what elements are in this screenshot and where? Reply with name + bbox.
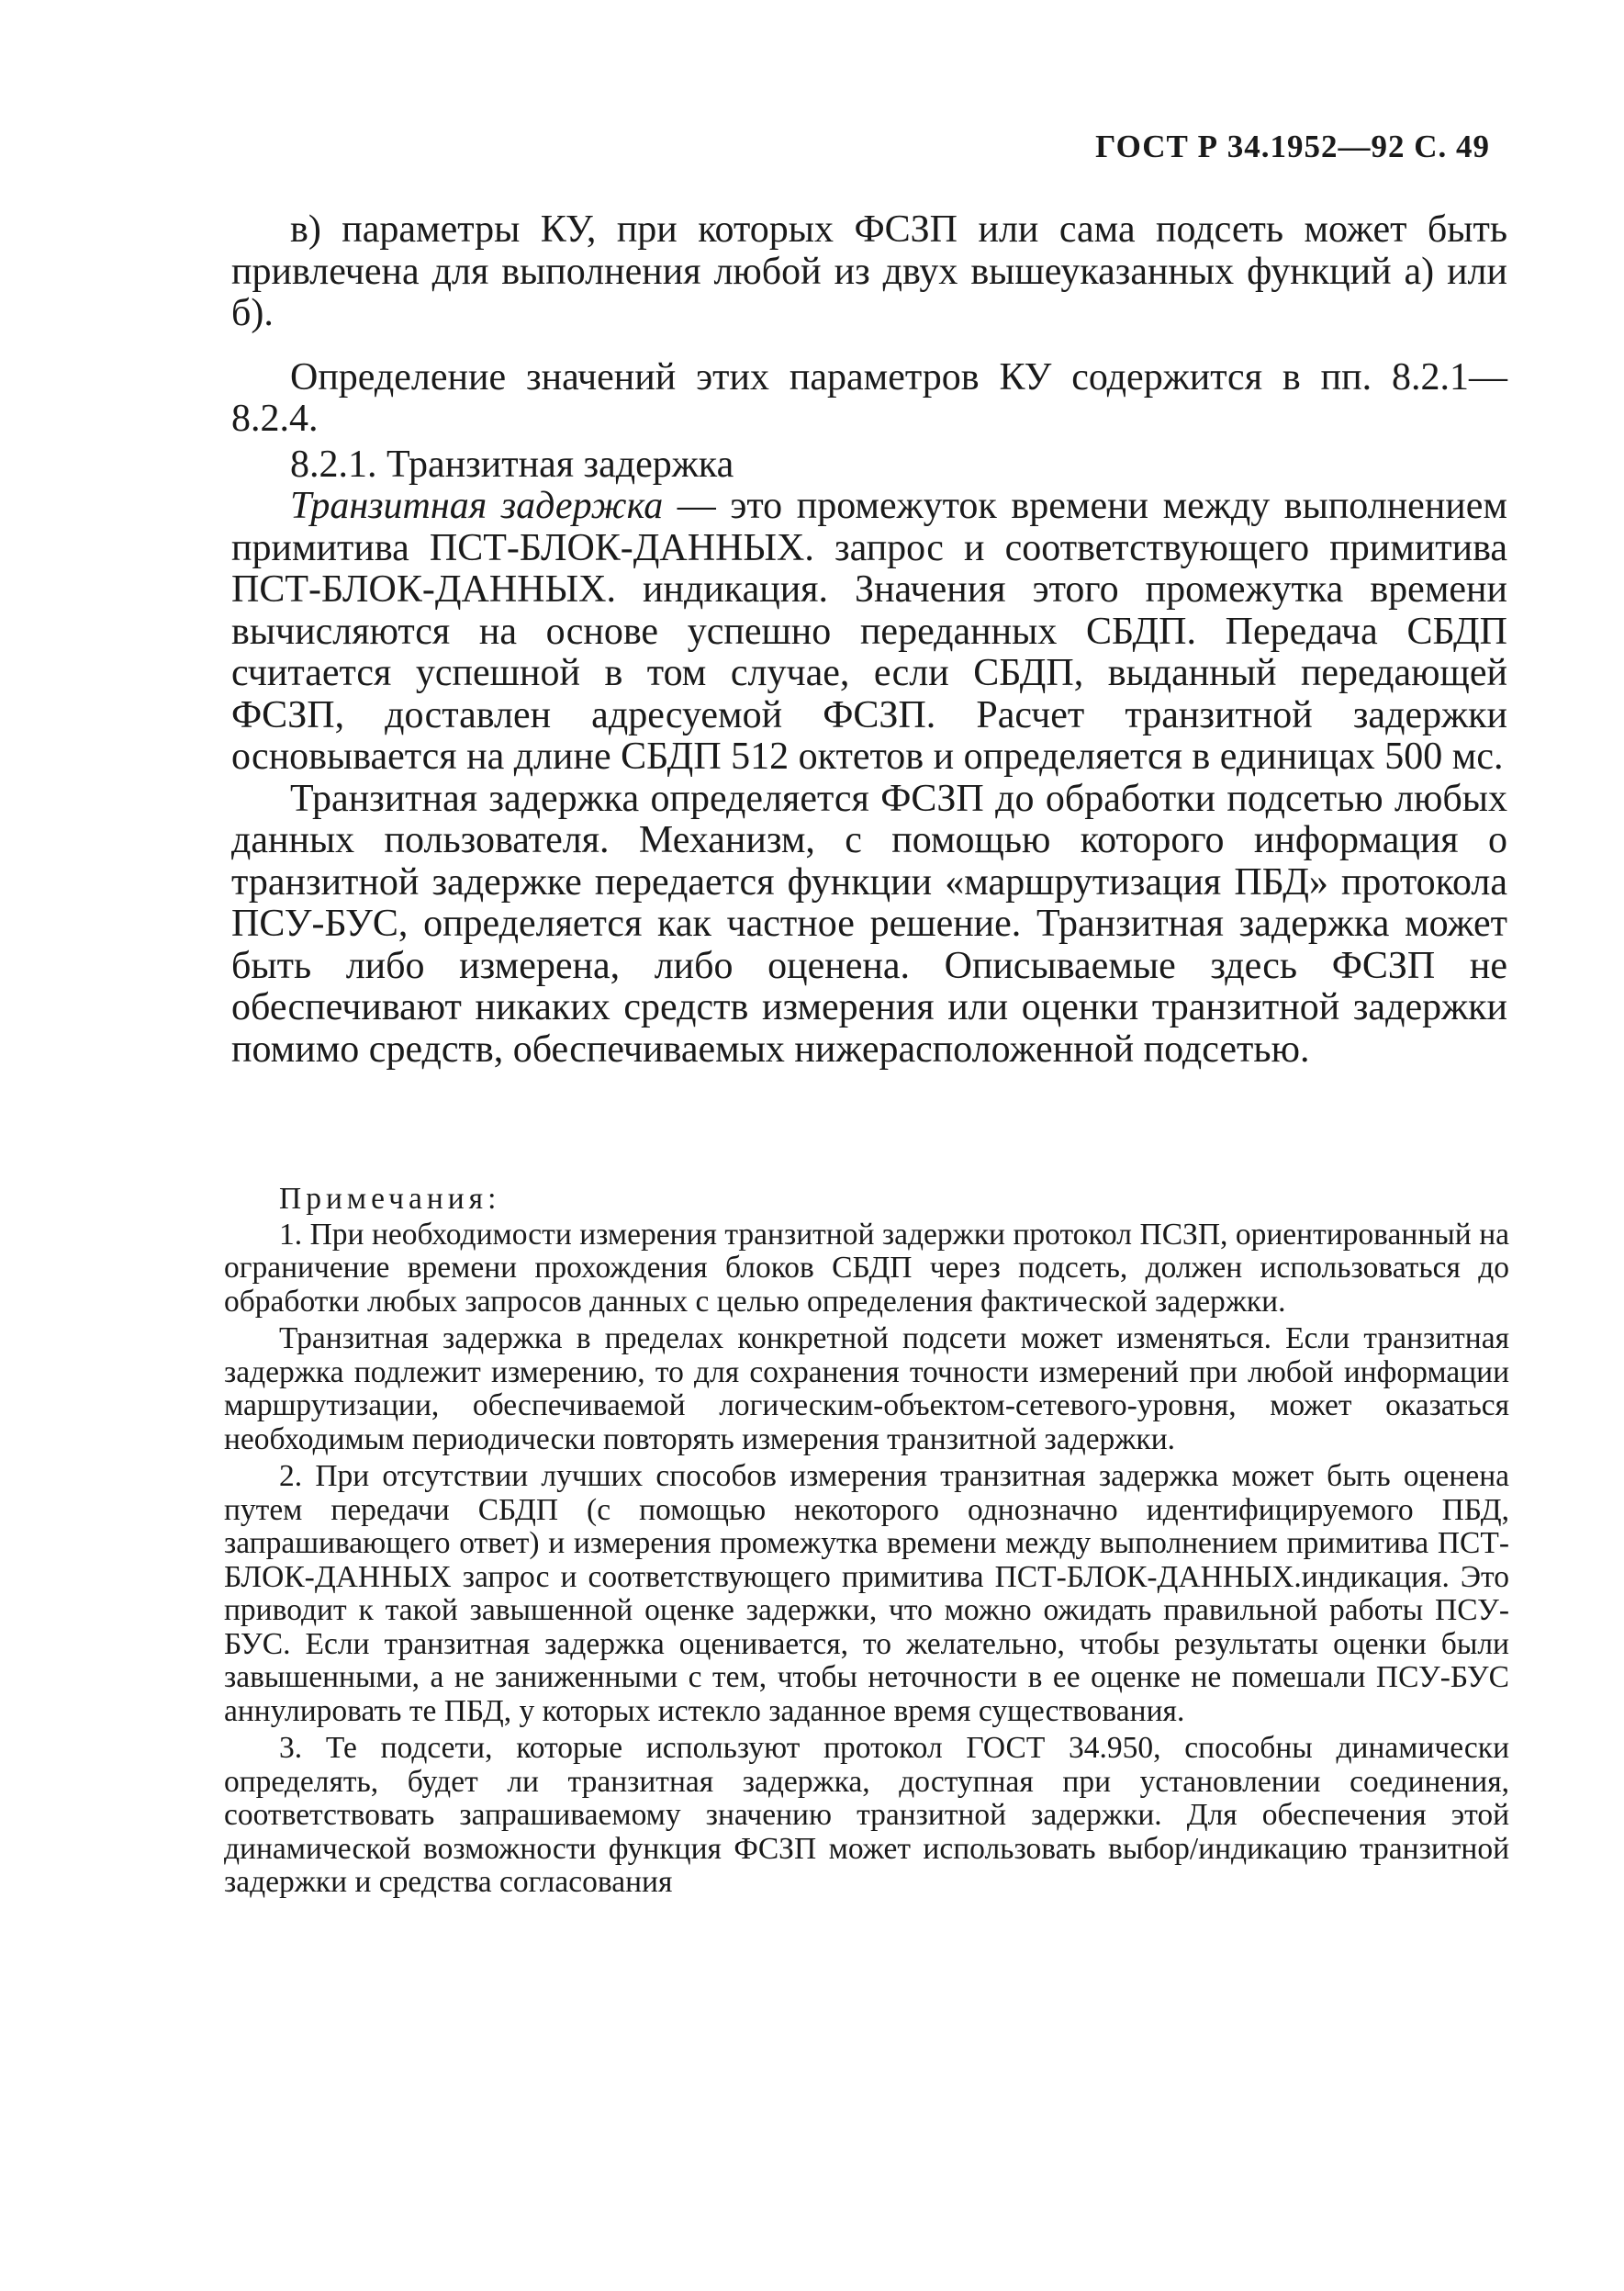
note-1: 1. При необходимости измерения транзитной задержки протокол ПСЗП, ориентированный на ограничение времени прохождения блоков СБДП через подсеть, должен использоваться до обработки любых запросов данных с целью определения фактической задержки. xyxy=(224,1217,1509,1319)
defined-term: Транзитная задержка xyxy=(290,485,664,527)
definition-body: — это промежуток времени между выполнением примитива ПСТ-БЛОК-ДАННЫХ. запрос и соответствующего примитива ПСТ-БЛОК-ДАННЫХ. индикация. Значения этого промежутка времени вычисляются на основе успешно переданных СБДП. Передача СБДП считается успешной в том случае, если СБДП, выданный передающей ФСЗП, доставлен адресуемой ФСЗП. Расчет транзитной задержки основывается на длине СБДП 512 октетов и определяется в единицах 500 мс. xyxy=(231,485,1507,778)
note-3: 3. Те подсети, которые используют протокол ГОСТ 34.950, способны динамически определять, будет ли транзитная задержка, доступная при установлении соединения, соответствовать запрашиваемому значению транзитной задержки. Для обеспечения этой динамической возможности функция ФСЗП может использовать выбор/индикацию транзитной задержки и средства согласования xyxy=(224,1731,1509,1899)
definition-paragraph xyxy=(231,486,1507,779)
notes-block xyxy=(224,1183,1509,1900)
notes-title: Примечания: xyxy=(279,1182,501,1216)
running-header: ГОСТ Р 34.1952—92 С. 49 xyxy=(1095,129,1490,164)
note-2: 2. При отсутствии лучших способов измерения транзитная задержка может быть оценена путем передачи СБДП (с помощью некоторого однозначно идентифицируемого ПБД, запрашивающего ответ) и измерения промежутка времени между выполнением примитива ПСТ-БЛОК-ДАННЫХ запрос и соответствующего примитива ПСТ-БЛОК-ДАННЫХ.индикация. Это приводит к такой завышенной оценке задержки, что можно ожидать правильной работы ПСУ-БУС. Если транзитная задержка оценивается, то желательно, чтобы результаты оценки были завышенными, а не заниженными с тем, чтобы неточности в ее оценке не помешали ПСУ-БУС аннулировать те ПБД, у которых истекло заданное время существования. xyxy=(224,1459,1509,1728)
main-text xyxy=(231,209,1507,1071)
section-heading: 8.2.1. Транзитная задержка xyxy=(290,443,734,486)
note-1-continued: Транзитная задержка в пределах конкретной подсети может изменяться. Если транзитная задержка подлежит измерению, то для сохранения точности измерений при любой информации маршрутизации, обеспечиваемой логическим-объектом-сетевого-уровня, может оказаться необходимым периодически повторять измерения транзитной задержки. xyxy=(224,1321,1509,1456)
definition-intro-paragraph: Определение значений этих параметров КУ содержится в пп. 8.2.1—8.2.4. xyxy=(231,355,1507,440)
item-v-paragraph: в) параметры КУ, при которых ФСЗП или сама подсеть может быть привлечена для выполнения любой из двух вышеуказанных функций а) или б). xyxy=(231,208,1507,334)
mechanism-paragraph: Транзитная задержка определяется ФСЗП до обработки подсетью любых данных пользователя. Механизм, с помощью которого информация о транзитной задержке передается функции «маршрутизация ПБД» протокола ПСУ-БУС, определяется как частное решение. Транзитная задержка может быть либо измерена, либо оценена. Описываемые здесь ФСЗП не обеспечивают никаких средств измерения или оценки транзитной задержки помимо средств, обеспечиваемых нижерасположенной подсетью. xyxy=(231,777,1507,1071)
